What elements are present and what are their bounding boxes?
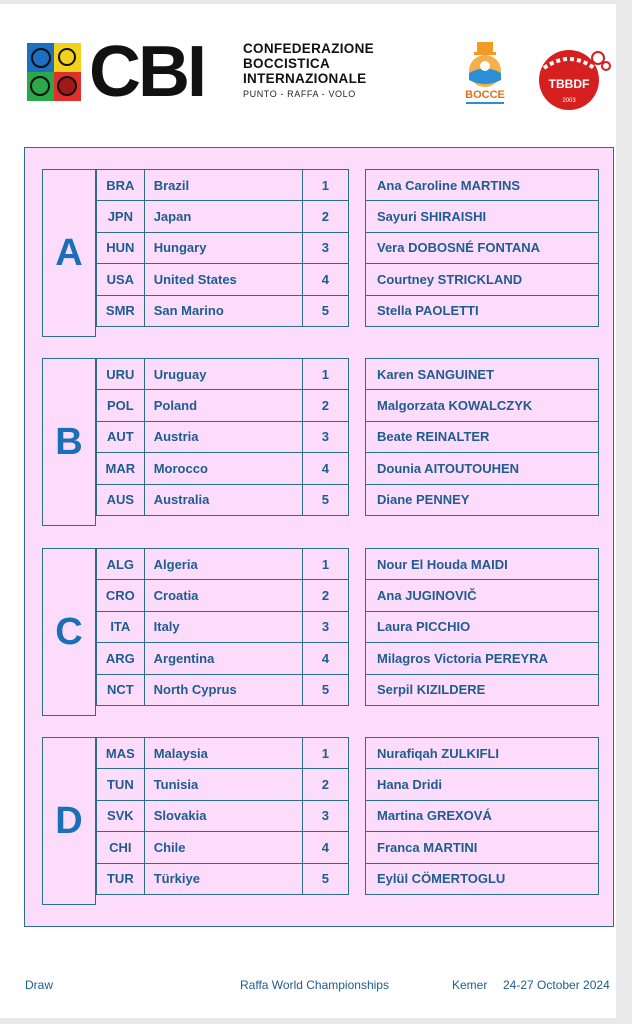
group-d: [42, 737, 599, 905]
footer-dates: 24-27 October 2024: [503, 978, 610, 992]
table-row: [366, 359, 599, 390]
country-code: TUN: [97, 769, 145, 800]
country-name: Croatia: [144, 580, 302, 611]
table-row: [97, 643, 349, 674]
player-name: Stella PAOLETTI: [366, 295, 599, 326]
country-code: MAR: [97, 453, 145, 484]
group-letter-box: [42, 548, 96, 716]
group-player-table: [365, 737, 599, 895]
tbbdf-logo-icon: [534, 44, 612, 112]
table-row: [366, 800, 599, 831]
table-row: [97, 769, 349, 800]
document-page: [0, 4, 616, 1018]
seed-number: 3: [302, 611, 348, 642]
country-name: Malaysia: [144, 738, 302, 769]
player-name: Nour El Houda MAIDI: [366, 549, 599, 580]
table-row: [366, 863, 599, 894]
country-code: BRA: [97, 170, 145, 201]
cbi-logo-icon: [27, 43, 81, 101]
group-letter: A: [55, 231, 83, 274]
table-row: [366, 295, 599, 326]
country-code: ARG: [97, 643, 145, 674]
group-country-table: [96, 548, 349, 706]
country-name: Hungary: [144, 232, 302, 263]
table-row: [97, 232, 349, 263]
player-name: Diane PENNEY: [366, 484, 599, 515]
table-row: [97, 832, 349, 863]
seed-number: 4: [302, 643, 348, 674]
player-name: Ana JUGINOVIČ: [366, 580, 599, 611]
country-name: Brazil: [144, 170, 302, 201]
table-row: [366, 738, 599, 769]
player-name: Milagros Victoria PEREYRA: [366, 643, 599, 674]
group-letter-box: [42, 737, 96, 905]
player-name: Beate REINALTER: [366, 421, 599, 452]
country-name: United States: [144, 264, 302, 295]
bocce-logo-label: BOCCE: [465, 89, 505, 101]
table-row: [366, 832, 599, 863]
group-country-table: [96, 169, 349, 327]
country-name: Chile: [144, 832, 302, 863]
player-name: Dounia AITOUTOUHEN: [366, 453, 599, 484]
group-letter: D: [55, 799, 83, 842]
seed-number: 3: [302, 421, 348, 452]
country-name: Austria: [144, 421, 302, 452]
table-row: [97, 674, 349, 705]
country-code: CRO: [97, 580, 145, 611]
table-row: [97, 863, 349, 894]
bocce-logo-icon: [460, 42, 510, 108]
table-row: [97, 295, 349, 326]
country-code: AUT: [97, 421, 145, 452]
footer-draw-label: Draw: [25, 978, 54, 992]
table-row: [366, 453, 599, 484]
country-name: Japan: [144, 201, 302, 232]
country-name: Australia: [144, 484, 302, 515]
player-name: Serpil KIZILDERE: [366, 674, 599, 705]
player-name: Eylül CÖMERTOGLU: [366, 863, 599, 894]
seed-number: 5: [302, 863, 348, 894]
table-row: [97, 611, 349, 642]
seed-number: 2: [302, 769, 348, 800]
table-row: [366, 232, 599, 263]
brand-abbreviation: CBI: [89, 32, 204, 112]
table-row: [366, 390, 599, 421]
seed-number: 5: [302, 295, 348, 326]
group-b: [42, 358, 599, 526]
table-row: [97, 738, 349, 769]
table-row: [97, 800, 349, 831]
player-name: Courtney STRICKLAND: [366, 264, 599, 295]
table-row: [97, 580, 349, 611]
seed-number: 2: [302, 580, 348, 611]
table-row: [366, 201, 599, 232]
table-row: [366, 769, 599, 800]
draw-panel: [24, 147, 614, 927]
seed-number: 5: [302, 674, 348, 705]
table-row: [97, 201, 349, 232]
country-code: SVK: [97, 800, 145, 831]
country-code: HUN: [97, 232, 145, 263]
table-row: [366, 484, 599, 515]
tbbdf-logo-label: TBBDF: [548, 77, 590, 91]
group-country-table: [96, 737, 349, 895]
seed-number: 1: [302, 738, 348, 769]
country-code: SMR: [97, 295, 145, 326]
group-letter: B: [55, 420, 83, 463]
country-code: CHI: [97, 832, 145, 863]
country-name: San Marino: [144, 295, 302, 326]
seed-number: 2: [302, 390, 348, 421]
table-row: [366, 421, 599, 452]
seed-number: 1: [302, 549, 348, 580]
country-code: MAS: [97, 738, 145, 769]
player-name: Malgorzata KOWALCZYK: [366, 390, 599, 421]
country-code: ITA: [97, 611, 145, 642]
group-a: [42, 169, 599, 337]
group-player-table: [365, 169, 599, 327]
table-row: [97, 264, 349, 295]
table-row: [97, 453, 349, 484]
player-name: Hana Dridi: [366, 769, 599, 800]
player-name: Franca MARTINI: [366, 832, 599, 863]
country-code: JPN: [97, 201, 145, 232]
brand-line-2: BOCCISTICA: [243, 56, 330, 71]
table-row: [366, 170, 599, 201]
player-name: Karen SANGUINET: [366, 359, 599, 390]
brand-subtitle: PUNTO - RAFFA - VOLO: [243, 89, 356, 99]
seed-number: 3: [302, 800, 348, 831]
seed-number: 1: [302, 359, 348, 390]
country-code: AUS: [97, 484, 145, 515]
country-name: Uruguay: [144, 359, 302, 390]
table-row: [97, 421, 349, 452]
player-name: Martina GREXOVÁ: [366, 800, 599, 831]
table-row: [366, 611, 599, 642]
footer-location: Kemer: [452, 978, 488, 992]
seed-number: 4: [302, 832, 348, 863]
player-name: Ana Caroline MARTINS: [366, 170, 599, 201]
footer-event-name: Raffa World Championships: [240, 978, 389, 992]
country-name: Poland: [144, 390, 302, 421]
player-name: Sayuri SHIRAISHI: [366, 201, 599, 232]
tbbdf-logo-year: 2003: [562, 98, 576, 104]
brand-line-3: INTERNAZIONALE: [243, 71, 367, 86]
country-code: USA: [97, 264, 145, 295]
table-row: [97, 549, 349, 580]
group-player-table: [365, 358, 599, 516]
table-row: [97, 170, 349, 201]
player-name: Vera DOBOSNÉ FONTANA: [366, 232, 599, 263]
country-code: NCT: [97, 674, 145, 705]
group-letter-box: [42, 358, 96, 526]
country-name: Slovakia: [144, 800, 302, 831]
group-letter-box: [42, 169, 96, 337]
country-name: Italy: [144, 611, 302, 642]
table-row: [97, 484, 349, 515]
seed-number: 3: [302, 232, 348, 263]
table-row: [97, 390, 349, 421]
table-row: [366, 580, 599, 611]
brand-name: [243, 41, 374, 99]
seed-number: 4: [302, 453, 348, 484]
group-letter: C: [55, 610, 83, 653]
country-name: Türkiye: [144, 863, 302, 894]
brand-line-1: CONFEDERAZIONE: [243, 41, 374, 56]
country-name: Argentina: [144, 643, 302, 674]
country-name: Morocco: [144, 453, 302, 484]
table-row: [366, 643, 599, 674]
table-row: [366, 264, 599, 295]
group-c: [42, 548, 599, 716]
group-country-table: [96, 358, 349, 516]
seed-number: 2: [302, 201, 348, 232]
group-player-table: [365, 548, 599, 706]
country-code: URU: [97, 359, 145, 390]
player-name: Nurafiqah ZULKIFLI: [366, 738, 599, 769]
country-name: Tunisia: [144, 769, 302, 800]
table-row: [97, 359, 349, 390]
country-code: TUR: [97, 863, 145, 894]
country-name: Algeria: [144, 549, 302, 580]
table-row: [366, 674, 599, 705]
seed-number: 4: [302, 264, 348, 295]
country-name: North Cyprus: [144, 674, 302, 705]
country-code: ALG: [97, 549, 145, 580]
player-name: Laura PICCHIO: [366, 611, 599, 642]
seed-number: 5: [302, 484, 348, 515]
table-row: [366, 549, 599, 580]
country-code: POL: [97, 390, 145, 421]
seed-number: 1: [302, 170, 348, 201]
